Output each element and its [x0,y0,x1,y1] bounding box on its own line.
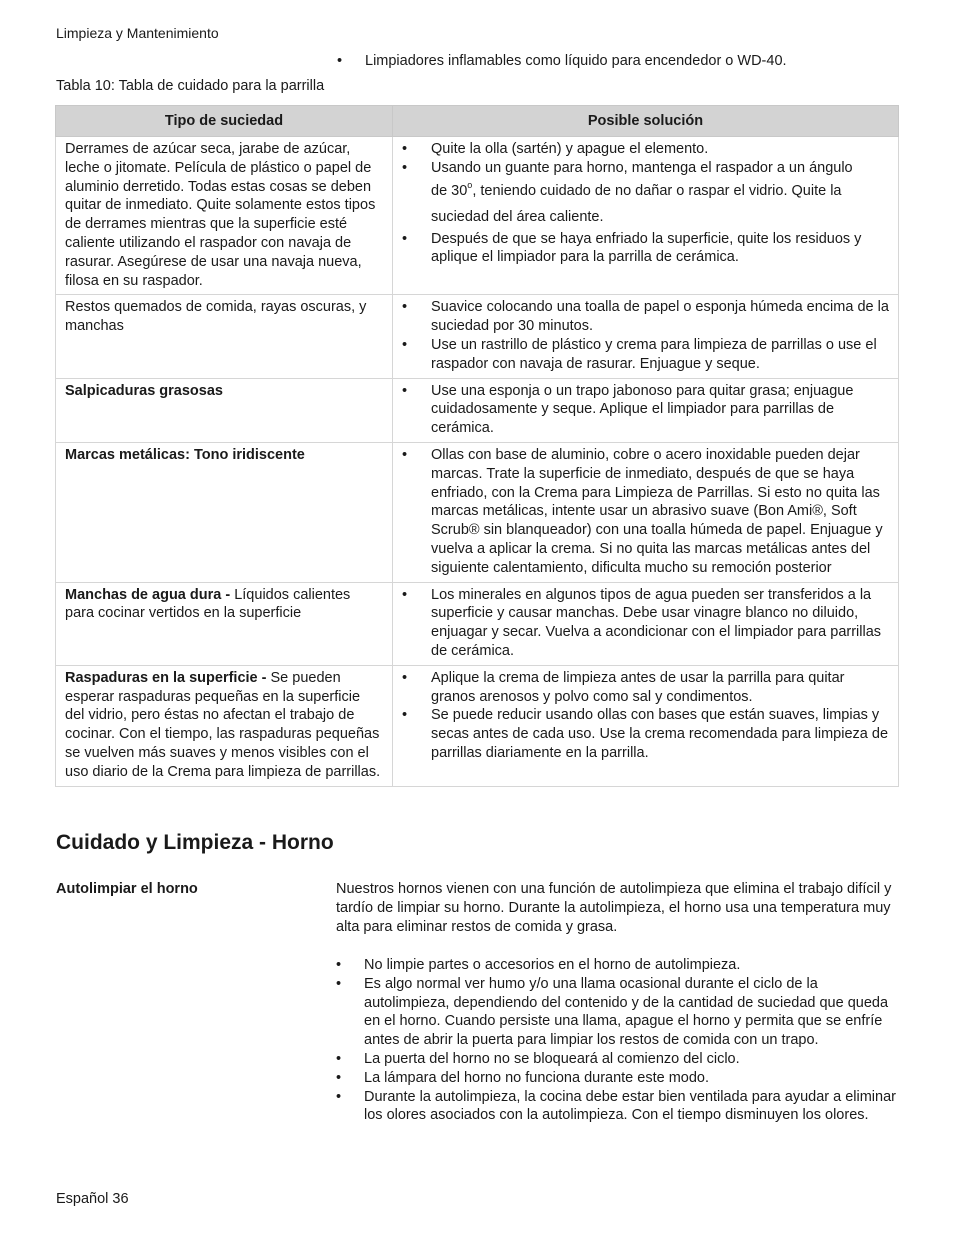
list-item-text: Es algo normal ver humo y/o una llama ocasional durante el ciclo de la autolimpieza, dependiendo del contenido y de la cantidad de suciedad que queda en el horno. Cuando persiste una llama, apague el horno y permita que se enfríe antes de abrir la puerta para limpiar los restos de comida con un trapo. [364,975,889,1049]
running-header: Limpieza y Mantenimiento [56,25,219,41]
bullet-marker: • [336,957,342,973]
column-header-soil-type: Tipo de suciedad [56,106,393,137]
solution-text: Suavice colocando una toalla de papel o esponja húmeda encima de la suciedad por 30 minutos. [431,299,889,335]
list-item-text: La lámpara del horno no funciona durante este modo. [364,1069,710,1086]
list-item [336,1088,901,1126]
bullet-marker: • [402,299,408,316]
list-item [402,586,889,661]
list-item [402,382,889,438]
soil-type-text: Restos quemados de comida, rayas oscuras, y manchas [65,299,367,335]
self-clean-notes-list [336,956,901,1125]
soil-type-bold: Manchas de agua dura - [65,586,235,603]
list-item [336,1069,901,1088]
table-caption: Tabla 10: Tabla de cuidado para la parrilla [56,78,325,94]
solution-text: Use un rastrillo de plástico y crema para limpieza de parrillas o use el raspador con navaja de rasurar. Enjuague y seque. [431,336,877,372]
bullet-marker: • [336,1069,342,1086]
soil-type-bold: Marcas metálicas: Tono iridiscente [65,446,305,463]
bullet-marker: • [402,159,408,176]
bullet-marker: • [336,975,342,992]
grill-care-table [55,105,899,787]
bullet-marker: • [402,141,408,157]
bullet-marker: • [402,446,408,463]
solution-text: Se puede reducir usando ollas con bases que están suaves, limpias y secas antes de cada uso. Use la crema recomendada para limpieza de parrillas diariamente en la parrilla. [431,707,889,761]
list-item [402,336,889,374]
solution-cell [393,582,899,665]
list-item [336,956,901,975]
bullet-marker: • [336,1088,342,1105]
soil-type-cell [56,582,393,665]
solution-text: Usando un guante para horno, mantenga el raspador a un ángulo [431,159,853,176]
solution-text: Después de que se haya enfriado la superficie, quite los residuos y aplique el limpiador para la parrilla de cerámica. [431,230,862,266]
subsection-title: Autolimpiar el horno [56,881,198,897]
soil-type-bold: Salpicaduras grasosas [65,382,223,399]
intro-paragraph: Nuestros hornos vienen con una función de autolimpieza que elimina el trabajo difícil y tardío de limpiar su horno. Durante la autolimpieza, el horno usa una temperatura muy alta para eliminar restos de comida y grasa. [336,881,892,935]
list-item [402,446,889,578]
list-item-text: Durante la autolimpieza, la cocina debe estar bien ventilada para ayudar a eliminar los olores asociados con la autolimpieza. Con el tiempo disminuyen los olores. [364,1088,896,1124]
bullet-marker: • [402,336,408,353]
top-bullet-text: Limpiadores inflamables como líquido para encendedor o WD-40. [365,53,787,69]
solution-text: Ollas con base de aluminio, cobre o acero inoxidable pueden dejar marcas. Trate la superficie de inmediato, después de que se haya enfriado, con la Crema para Limpieza de Parrillas. Si esto no quita las marcas metálicas, intente usar un abrasivo suave (Bon Ami®, Soft Scrub® sin blanqueador) con una toalla húmeda de papel. Enjuague y vuelva a aplicar la crema. Si no quita las marcas metálicas antes del siguiente calentamiento, dificulta mucho su remoción posterior [431,446,883,576]
bullet-marker: • [337,53,343,69]
table-row [56,378,899,442]
list-item [402,230,889,268]
solution-cell [393,442,899,582]
angle-prefix: de 30 [431,182,468,199]
soil-type-cell [56,378,393,442]
table-header-row [56,106,899,137]
solution-text: Use una esponja o un trapo jabonoso para quitar grasa; enjuague cuidadosamente y seque. Aplique el limpiador para parrillas de cerámica. [431,382,854,437]
list-item [402,159,889,230]
solution-text: Aplique la crema de limpieza antes de usar la parrilla para quitar granos arenosos y polvo como sal y condimentos. [431,669,845,705]
table-row [56,442,899,582]
soil-type-bold: Raspaduras en la superficie - [65,669,271,686]
solution-cell [393,295,899,378]
solution-text: Los minerales en algunos tipos de agua pueden ser transferidos a la superficie y causar manchas. Debe usar vinagre blanco no diluido, enjuagar y secar. Vuelva a acondicionar con el limpiador para parrillas de cerámica. [431,586,882,659]
soil-type-text: Se pueden esperar raspaduras pequeñas en la superficie del vidrio, pero éstas no afectan el trabajo de cocinar. Con el tiempo, las raspaduras pequeñas se vuelven más suaves y menos visibles con el uso diario de la Crema para limpieza de parrillas. [65,669,381,780]
table-row [56,295,899,378]
soil-type-cell [56,295,393,378]
soil-type-cell [56,665,393,786]
soil-type-text: Derrames de azúcar seca, jarabe de azúcar, leche o jitomate. Película de plástico o papel de aluminio derretido. Todas estas cosas se deben quitar de inmediato. Quite solamente estos tipos de derrames mientras que la superficie esté caliente utilizando el raspador con navaja de rasurar. Asegúrese de usar una navaja nueva, filosa en su raspador. [65,141,376,289]
bullet-marker: • [402,230,408,247]
list-item-text: La puerta del horno no se bloqueará al comienzo del ciclo. [364,1050,740,1067]
column-header-solution: Posible solución [393,106,899,137]
degree-sup: o [467,179,473,190]
angle-suffix: , teniendo cuidado de no dañar o raspar el vidrio. Quite la suciedad del área caliente. [431,182,842,225]
soil-type-cell [56,442,393,582]
top-bullet [337,52,787,70]
solution-cell [393,137,899,295]
list-item [402,706,889,762]
table-row [56,137,899,295]
bullet-marker: • [402,586,408,603]
solution-cell [393,665,899,786]
list-item [336,1050,901,1069]
list-item [402,669,889,707]
solution-text: Quite la olla (sartén) y apague el elemento. [431,141,709,157]
list-item [402,298,889,336]
soil-type-text: Líquidos calientes para cocinar vertidos en la superficie [65,586,351,622]
list-item [336,975,901,1050]
bullet-marker: • [402,707,408,724]
list-item [402,140,889,159]
list-item-text: No limpie partes o accesorios en el horno de autolimpieza. [364,957,741,973]
section-title: Cuidado y Limpieza - Horno [56,831,334,854]
bullet-marker: • [402,382,408,399]
table-row [56,582,899,665]
page-number: Español 36 [56,1191,129,1207]
soil-type-cell [56,137,393,295]
table-row [56,665,899,786]
bullet-marker: • [336,1050,342,1067]
bullet-marker: • [402,669,408,686]
solution-cell [393,378,899,442]
